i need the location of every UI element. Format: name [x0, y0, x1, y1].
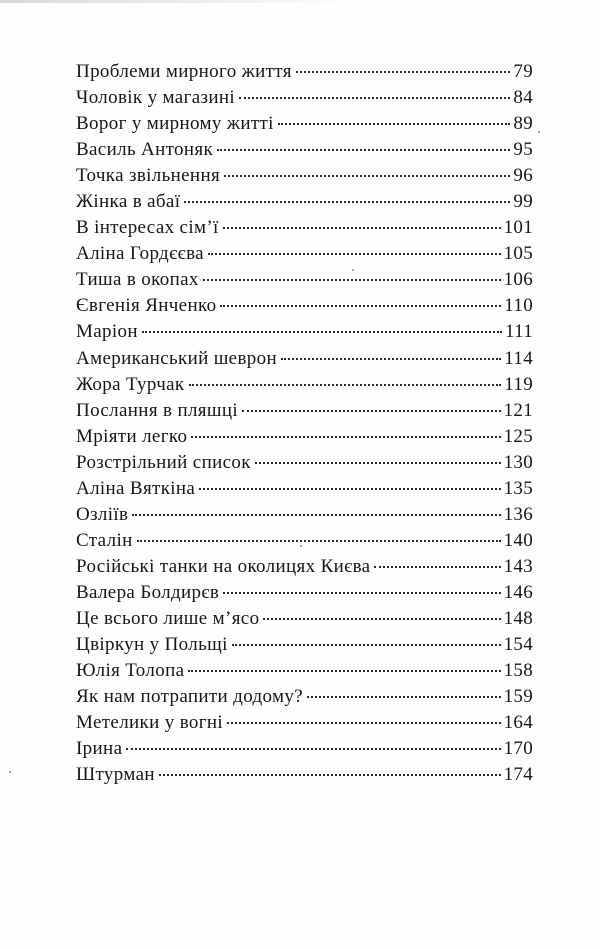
toc-entry-title: Це всього лише м’ясо — [76, 607, 260, 629]
toc-entry — [76, 139, 533, 165]
toc-entry-page-number: 146 — [503, 581, 533, 603]
toc-entry-page-number: 121 — [503, 399, 533, 421]
dot-leader — [232, 644, 501, 646]
print-speck — [9, 771, 11, 773]
toc-entry — [76, 712, 533, 738]
toc-entry-title: Аліна Вяткіна — [76, 477, 196, 499]
toc-entry-title: Аліна Гордєєва — [76, 243, 204, 265]
toc-entry-title: Точка звільнення — [76, 165, 221, 187]
dot-leader — [224, 175, 510, 177]
toc-entry-page-number: 79 — [513, 61, 533, 82]
toc-entry — [76, 634, 533, 660]
toc-entry-title: Сталін — [76, 529, 133, 551]
toc-entry-title: Цвіркун у Польщі — [76, 634, 228, 656]
toc-entry — [76, 243, 533, 269]
toc-entry — [76, 764, 533, 790]
toc-entry-page-number: 110 — [504, 295, 533, 317]
toc-entry-page-number: 96 — [513, 165, 533, 187]
dot-leader — [217, 149, 510, 151]
toc-entry — [76, 582, 533, 608]
toc-entry-title: Проблеми мирного життя — [76, 61, 292, 82]
toc-entry-title: Як нам потрапити додому? — [76, 686, 304, 708]
toc-entry-title: Послання в пляшці — [76, 399, 239, 421]
toc-entry-title: Ворог у мирному житті — [76, 113, 274, 135]
toc-entry-title: Американський шеврон — [76, 347, 278, 369]
toc-entry-title: В інтересах сім’ї — [76, 217, 219, 239]
dot-leader — [184, 201, 510, 203]
toc-entry-title: Розстрільний список — [76, 451, 251, 473]
dot-leader — [137, 540, 501, 542]
toc-entry — [76, 400, 533, 426]
dot-leader — [132, 514, 500, 516]
toc-entry-page-number: 158 — [503, 660, 533, 682]
toc-entry-title: Жора Турчак — [76, 373, 185, 395]
toc-entry — [76, 738, 533, 764]
toc-entry-title: Мріяти легко — [76, 425, 188, 447]
toc-entry-title: Валера Болдирєв — [76, 581, 220, 603]
toc-entry-title: Озліїв — [76, 503, 129, 525]
toc-entry-page-number: 159 — [503, 686, 533, 708]
toc-entry — [76, 686, 533, 712]
toc-entry-page-number: 170 — [503, 738, 533, 760]
dot-leader — [239, 97, 510, 99]
toc-entry-title: Євгенія Янченко — [76, 295, 217, 317]
toc-entry — [76, 321, 533, 347]
toc-entry — [76, 556, 533, 582]
toc-entry — [76, 660, 533, 686]
dot-leader — [255, 462, 501, 464]
dot-leader — [242, 410, 501, 412]
toc-entry — [76, 87, 533, 113]
toc-entry — [76, 269, 533, 295]
toc-entry — [76, 374, 533, 400]
toc-entry-page-number: 111 — [505, 321, 533, 343]
dot-leader — [281, 358, 501, 360]
toc-entry — [76, 530, 533, 556]
toc-entry-page-number: 119 — [504, 373, 533, 395]
toc-entry — [76, 113, 533, 139]
dot-leader — [189, 384, 502, 386]
toc-entry-title: Російські танки на околицях Києва — [76, 555, 371, 577]
toc-entry — [76, 478, 533, 504]
dot-leader — [374, 566, 500, 568]
toc-entry-page-number: 136 — [503, 503, 533, 525]
toc-entry — [76, 504, 533, 530]
page-top-edge — [0, 0, 360, 3]
dot-leader — [159, 774, 501, 776]
toc-entry-page-number: 114 — [504, 347, 533, 369]
toc-entry-page-number: 95 — [513, 139, 533, 161]
toc-entry-title: Штурман — [76, 764, 155, 786]
toc-entry-title: Метелики у вогні — [76, 712, 224, 734]
toc-entry-title: Жінка в абаї — [76, 191, 181, 213]
toc-entry — [76, 61, 533, 87]
toc-entry — [76, 426, 533, 452]
dot-leader — [296, 71, 511, 73]
toc-entry — [76, 608, 533, 634]
toc-entry — [76, 165, 533, 191]
dot-leader — [263, 618, 500, 620]
toc-entry-page-number: 99 — [513, 191, 533, 213]
toc-entry-page-number: 174 — [503, 764, 533, 786]
toc-entry-title: Чоловік у магазині — [76, 87, 236, 109]
toc-entry-title: Маріон — [76, 321, 138, 343]
toc-entry-page-number: 105 — [503, 243, 533, 265]
toc-entry-page-number: 84 — [513, 87, 533, 109]
toc-entry-page-number: 101 — [503, 217, 533, 239]
toc-entry-page-number: 164 — [503, 712, 533, 734]
dot-leader — [199, 488, 500, 490]
toc-entry-title: Ірина — [76, 738, 123, 760]
toc-entry — [76, 295, 533, 321]
toc-entry-page-number: 143 — [503, 555, 533, 577]
toc-entry-title: Юлія Толопа — [76, 660, 185, 682]
dot-leader — [142, 331, 502, 333]
table-of-contents — [76, 61, 533, 790]
toc-entry-title: Тиша в окопах — [76, 269, 199, 291]
dot-leader — [208, 253, 501, 255]
dot-leader — [278, 123, 511, 125]
dot-leader — [188, 670, 500, 672]
dot-leader — [220, 305, 501, 307]
dot-leader — [191, 436, 500, 438]
print-speck — [300, 545, 302, 547]
dot-leader — [307, 696, 501, 698]
toc-entry-title: Василь Антоняк — [76, 139, 214, 161]
toc-entry — [76, 348, 533, 374]
dot-leader — [126, 748, 500, 750]
toc-entry — [76, 452, 533, 478]
toc-entry-page-number: 154 — [503, 634, 533, 656]
dot-leader — [227, 722, 501, 724]
dot-leader — [223, 227, 501, 229]
toc-entry — [76, 191, 533, 217]
dot-leader — [203, 279, 501, 281]
toc-entry-page-number: 125 — [503, 425, 533, 447]
toc-entry-page-number: 148 — [503, 607, 533, 629]
dot-leader — [223, 592, 500, 594]
toc-entry-page-number: 140 — [503, 529, 533, 551]
toc-entry-page-number: 106 — [503, 269, 533, 291]
toc-entry — [76, 217, 533, 243]
toc-entry-page-number: 89 — [513, 113, 533, 135]
toc-entry-page-number: 135 — [503, 477, 533, 499]
print-speck — [352, 269, 354, 271]
print-speck — [538, 131, 540, 133]
toc-entry-page-number: 130 — [503, 451, 533, 473]
